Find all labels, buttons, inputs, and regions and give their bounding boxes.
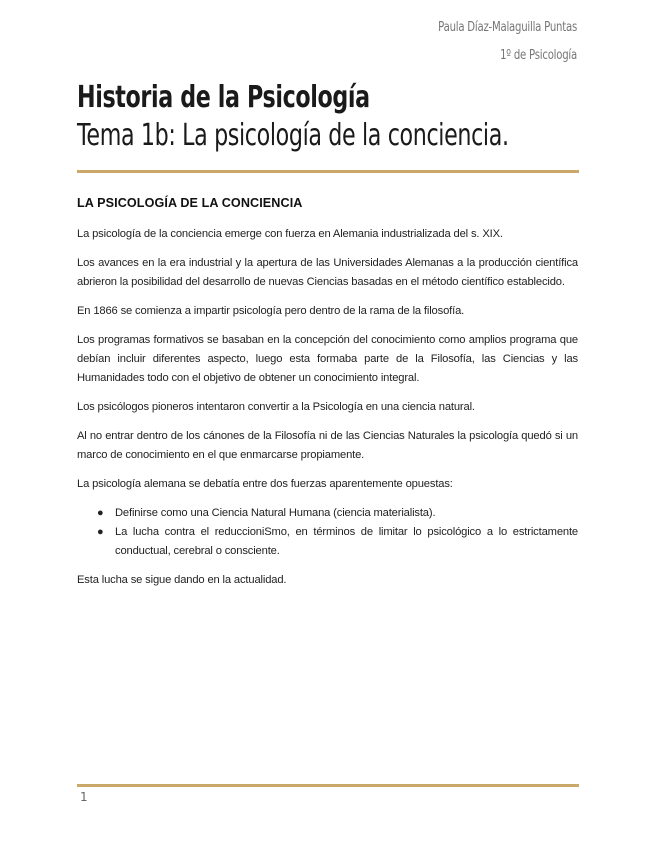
section-heading: LA PSICOLOGÍA DE LA CONCIENCIA <box>77 196 303 210</box>
list-item-text: Definirse como una Ciencia Natural Humana (ciencia materialista). <box>115 507 436 519</box>
bullet-list <box>77 504 578 561</box>
document-subtitle: Tema 1b: La psicología de la conciencia. <box>77 118 509 153</box>
paragraph: Los programas formativos se basaban en la concepción del conocimiento como amplios programa que debían incluir diferentes aspecto, luego esta formaba parte de la Filosofía, las Ciencias y las Humanidades todo con el objetivo de obtener un conocimiento integral. <box>77 334 578 384</box>
closing-paragraph: Esta lucha se sigue dando en la actualidad. <box>77 574 287 586</box>
page-number: 1 <box>80 790 88 804</box>
bullet-icon: ● <box>97 526 104 538</box>
main-content <box>77 194 578 600</box>
page-header <box>399 14 577 70</box>
top-divider <box>77 170 579 173</box>
document-title: Historia de la Psicología <box>77 80 370 115</box>
paragraph: La psicología de la conciencia emerge con fuerza en Alemania industrializada del s. XIX. <box>77 228 503 240</box>
paragraph: Los psicólogos pioneros intentaron convertir a la Psicología en una ciencia natural. <box>77 401 475 413</box>
paragraph: La psicología alemana se debatía entre dos fuerzas aparentemente opuestas: <box>77 478 453 490</box>
list-item <box>97 504 578 523</box>
paragraph: En 1866 se comienza a impartir psicología pero dentro de la rama de la filosofía. <box>77 305 465 317</box>
list-item-text: La lucha contra el reduccioniSmo, en términos de limitar lo psicológico a lo estrictamente conductual, cerebral o consciente. <box>115 526 578 557</box>
bullet-icon: ● <box>97 507 104 519</box>
list-item <box>97 523 578 561</box>
paragraph: Los avances en la era industrial y la apertura de las Universidades Alemanas a la producción científica abrieron la posibilidad del desarrollo de nuevas Ciencias basadas en el método científico establecido. <box>77 257 578 288</box>
course-label: 1º de Psicología <box>500 48 577 63</box>
paragraph: Al no entrar dentro de los cánones de la Filosofía ni de las Ciencias Naturales la psicología quedó si un marco de conocimiento en el que enmarcarse propiamente. <box>77 430 578 461</box>
bottom-divider <box>77 784 579 787</box>
author-name: Paula Díaz-Malaguilla Puntas <box>438 20 577 35</box>
title-block <box>77 80 597 156</box>
